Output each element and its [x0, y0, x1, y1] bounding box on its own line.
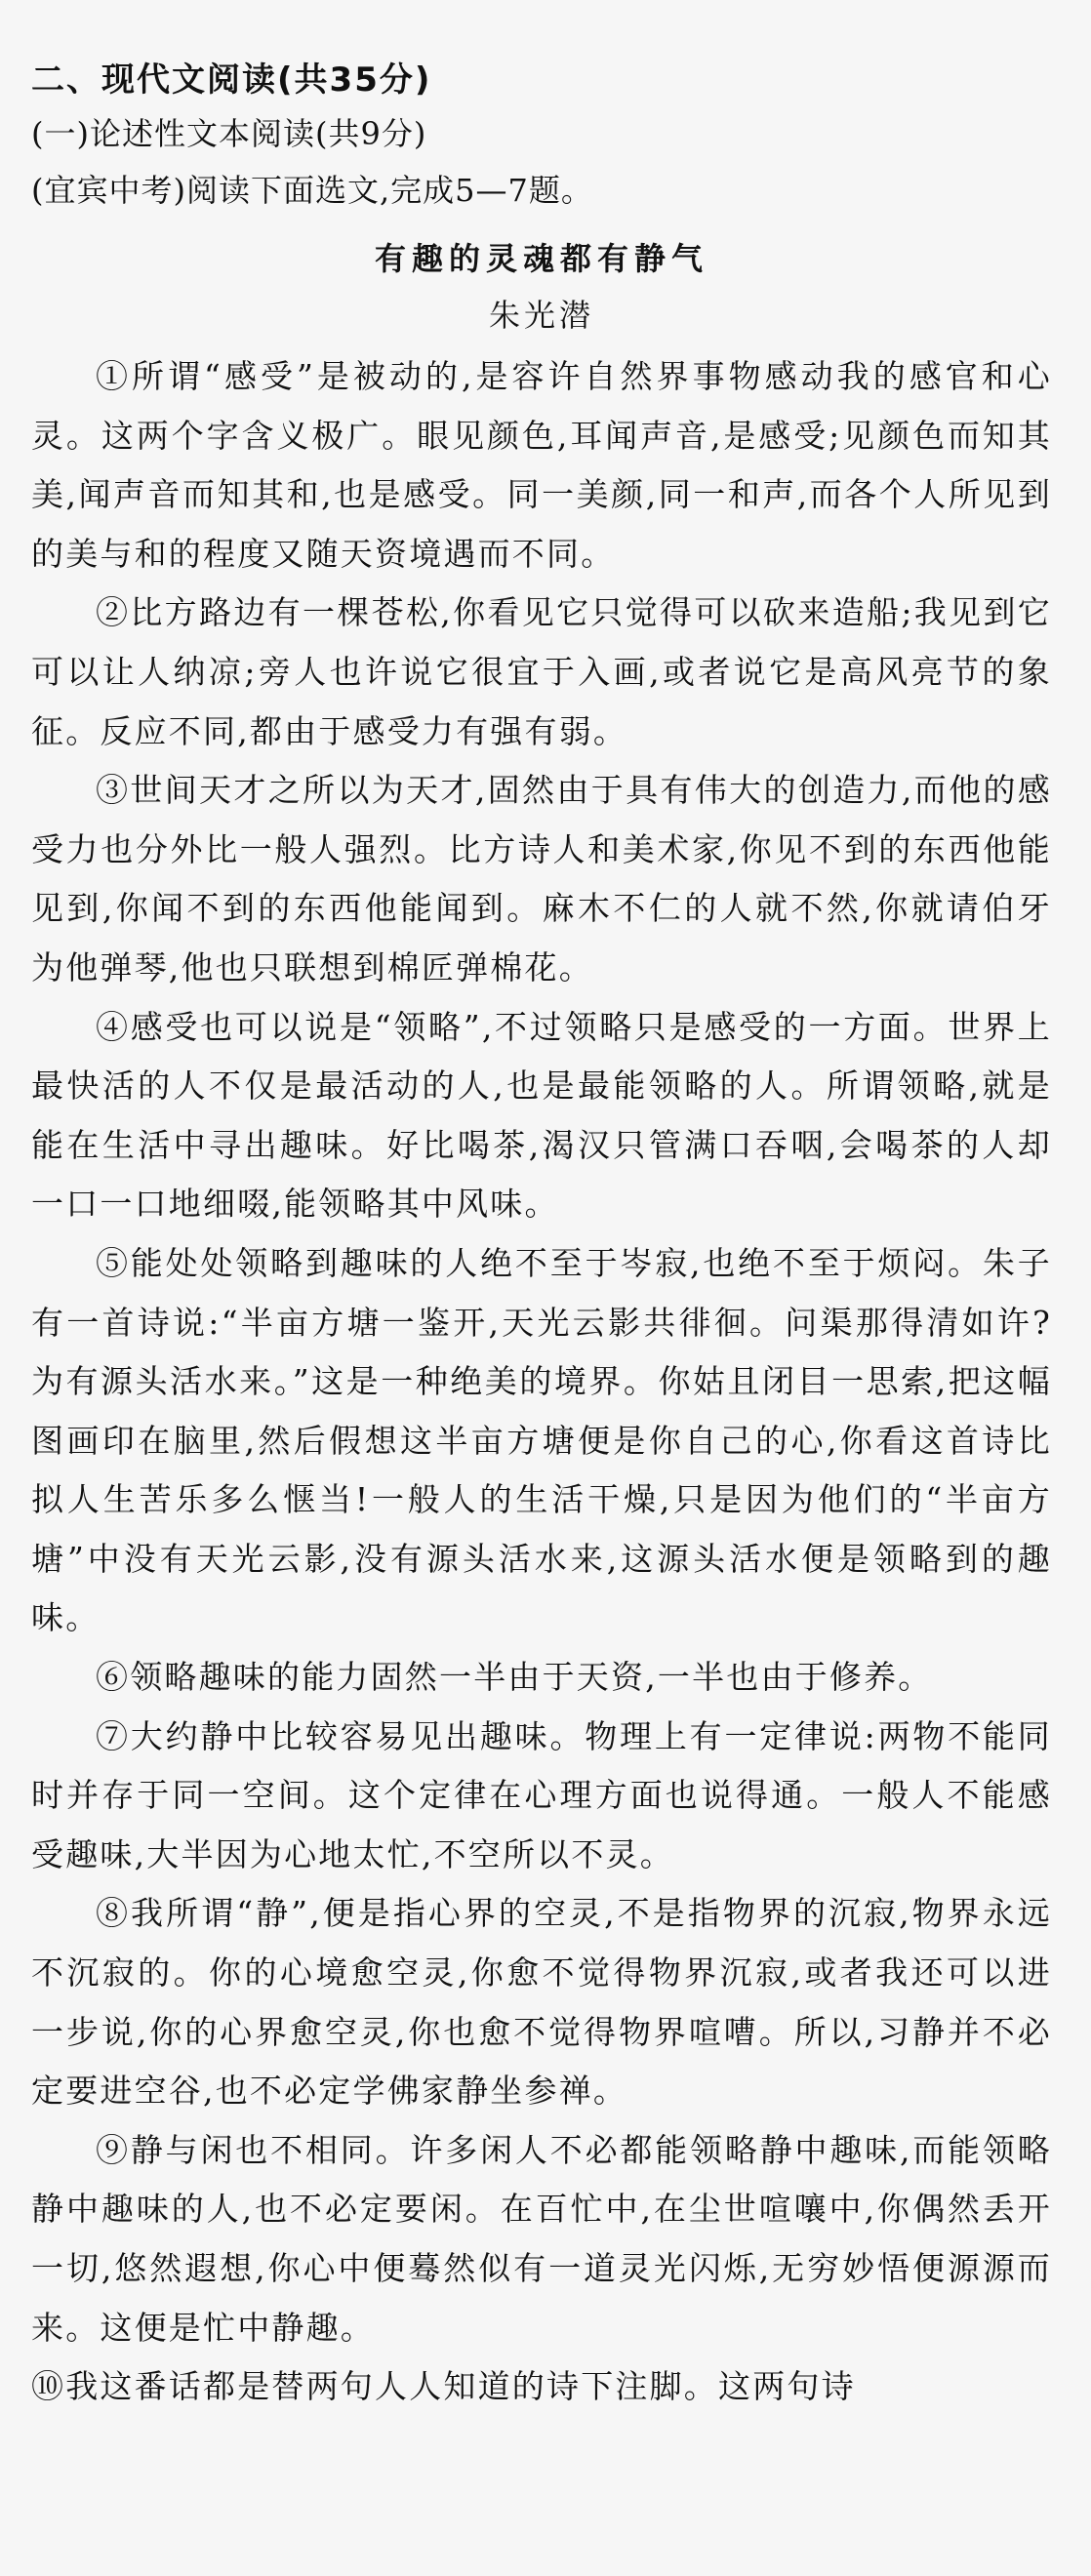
paragraph-3: ③世间天才之所以为天才,固然由于具有伟大的创造力,而他的感受力也分外比一般人强烈。比方诗人和美术家,你见不到的东西他能见到,你闻不到的东西他能闻到。麻木不仁的人就不然,你就请伯牙为他弹琴,他也只联想到棉匠弹棉花。: [31, 771, 1052, 986]
paragraph-7: ⑦大约静中比较容易见出趣味。物理上有一定律说:两物不能同时并存于同一空间。这个定律在心理方面也说得通。一般人不能感受趣味,大半因为心地太忙,不空所以不灵。: [31, 1716, 1052, 1873]
paragraph-8: ⑧我所谓“静”,便是指心界的空灵,不是指物界的沉寂,物界永远不沉寂的。你的心境愈空灵,你愈不觉得物界沉寂,或者我还可以进一步说,你的心界愈空灵,你也愈不觉得物界喧嘈。所以,习静并不必定要进空谷,也不必定学佛家静坐参禅。: [31, 1894, 1052, 2111]
paragraph-9: ⑨静与闲也不相同。许多闲人不必都能领略静中趣味,而能领略静中趣味的人,也不必定要闲。在百忙中,在尘世喧嚷中,你偶然丢开一切,悠然遐想,你心中便蓦然似有一道灵光闪烁,无穷妙悟便源源而来。这便是忙中静趣。: [31, 2130, 1052, 2347]
question-instruction: (宜宾中考)阅读下面选文,完成5—7题。: [31, 172, 593, 209]
paragraph-4: ④感受也可以说是“领略”,不过领略只是感受的一方面。世界上最快活的人不仅是最活动的人,也是最能领略的人。所谓领略,就是能在生活中寻出趣味。好比喝茶,渴汉只管满口吞咽,会喝茶的人却一口一口地细啜,能领略其中风味。: [31, 1007, 1052, 1224]
subsection-heading: (一)论述性文本阅读(共9分): [31, 115, 427, 152]
paragraph-2: ②比方路边有一棵苍松,你看见它只觉得可以砍来造船;我见到它可以让人纳凉;旁人也许说它很宜于入画,或者说它是高风亮节的象征。反应不同,都由于感受力有强有弱。: [31, 593, 1052, 750]
paragraph-1: ①所谓“感受”是被动的,是容许自然界事物感动我的感官和心灵。这两个字含义极广。眼见颜色,耳闻声音,是感受;见颜色而知其美,闻声音而知其和,也是感受。同一美颜,同一和声,而各个人所见到的美与和的程度又随天资境遇而不同。: [31, 357, 1052, 573]
paragraph-10: ⑩我这番话都是替两句人人知道的诗下注脚。这两句诗: [31, 2367, 856, 2406]
paragraph-6: ⑥领略趣味的能力固然一半由于天资,一半也由于修养。: [96, 1658, 933, 1697]
paragraph-5: ⑤能处处领略到趣味的人绝不至于岑寂,也绝不至于烦闷。朱子有一首诗说:“半亩方塘一鉴开,天光云影共徘徊。问渠那得清如许?为有源头活水来。”这是一种绝美的境界。你姑且闭目一思索,把这幅图画印在脑里,然后假想这半亩方塘便是你自己的心,你看这首诗比拟人生苦乐多么惬当!一般人的生活干燥,只是因为他们的“半亩方塘”中没有天光云影,没有源头活水来,这源头活水便是领略到的趣味。: [31, 1243, 1052, 1637]
section-heading: 二、现代文阅读(共35分): [31, 60, 432, 100]
article-title: 有趣的灵魂都有静气: [374, 240, 708, 277]
article-body: [31, 347, 1052, 2417]
article-author: 朱光潜: [488, 297, 594, 334]
